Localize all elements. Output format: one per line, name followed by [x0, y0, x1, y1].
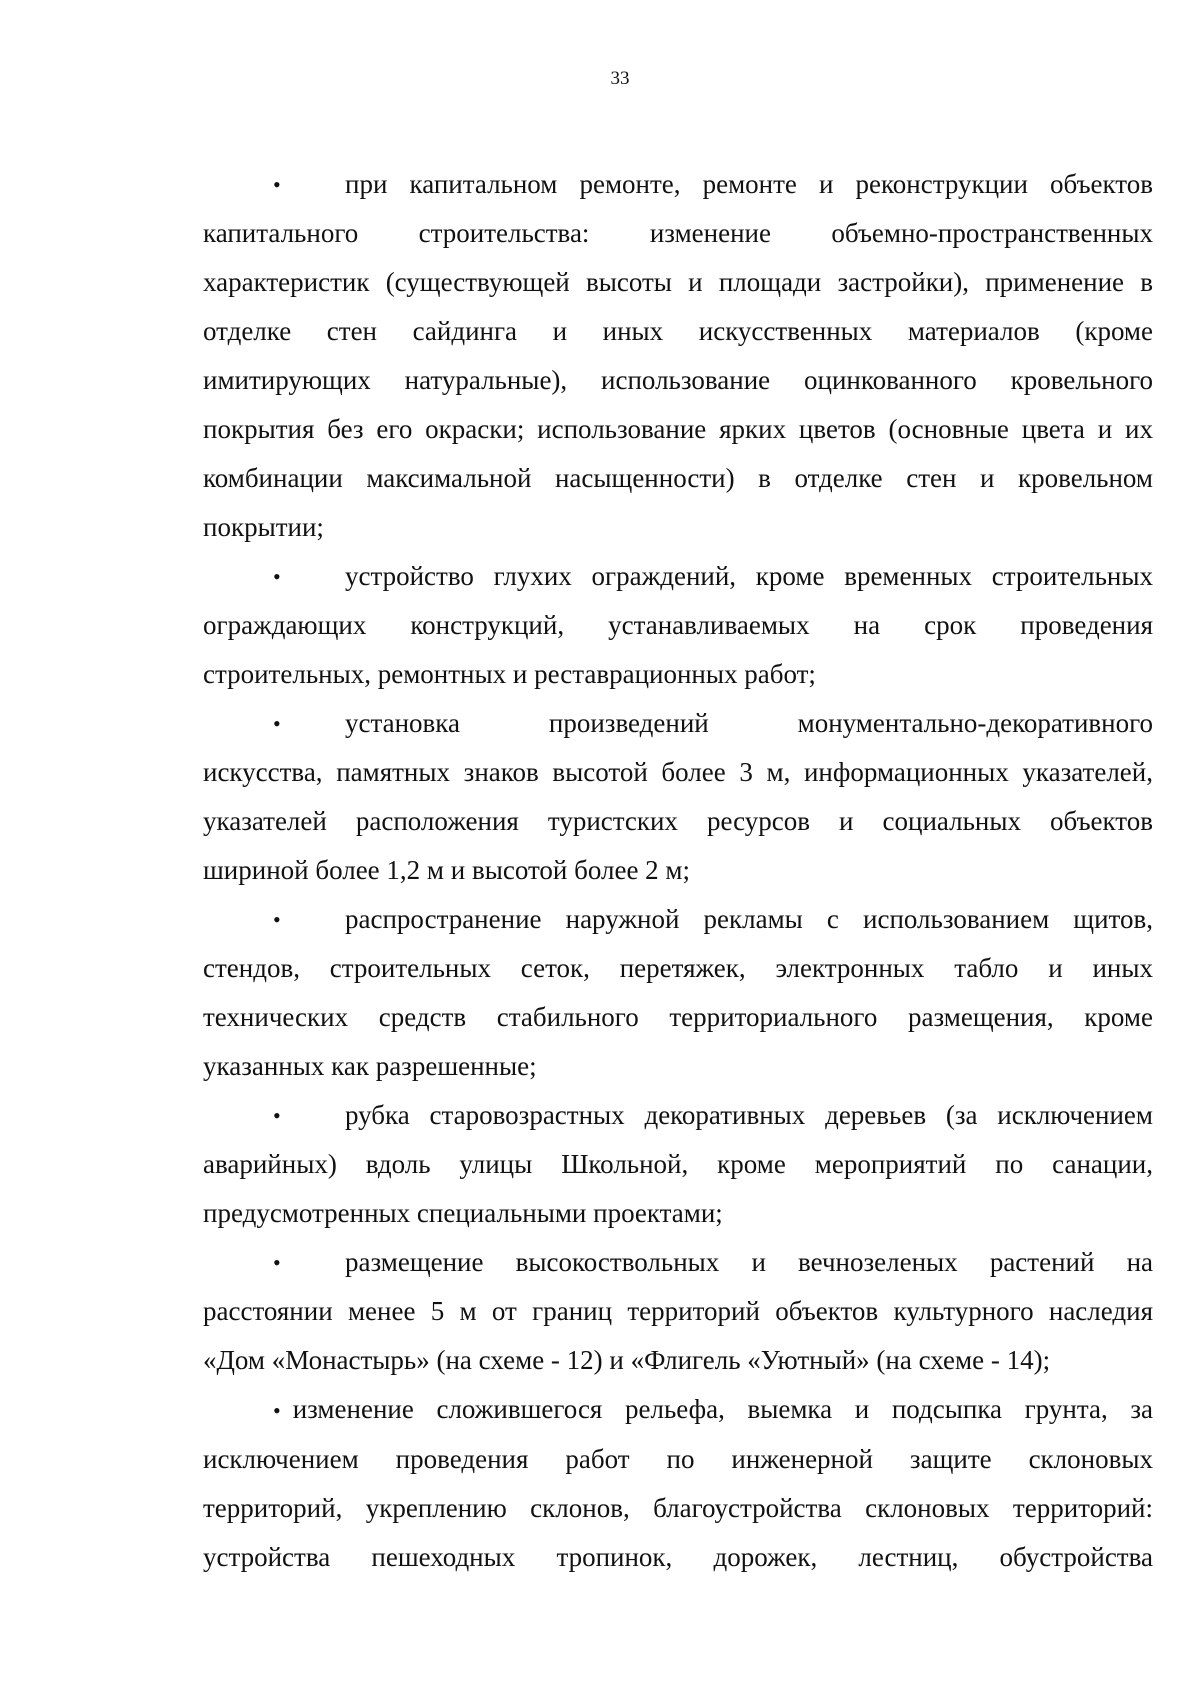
text-line: аварийных) вдоль улицы Школьной, кроме мероприятий по санации,	[203, 1149, 1153, 1179]
bullet-icon: •	[273, 564, 281, 589]
bullet-icon: •	[273, 1103, 281, 1128]
text-segment: изменение сложившегося рельефа, выемка и подсыпка грунта, за	[292, 1394, 1153, 1424]
bullet-icon: •	[273, 907, 281, 932]
text-line: рубка старовозрастных декоративных деревьев (за исключением	[345, 1100, 1153, 1130]
text-line: предусмотренных специальными проектами;	[203, 1198, 723, 1228]
text-line: исключением проведения работ по инженерной защите склоновых	[203, 1444, 1153, 1474]
text-line: территорий, укреплению склонов, благоустройства склоновых территорий:	[203, 1493, 1153, 1523]
text-line: искусства, памятных знаков высотой более 3 м, информационных указателей,	[203, 757, 1153, 787]
list-item	[203, 160, 1153, 552]
text-line: «Дом «Монастырь» (на схеме - 12) и «Флигель «Уютный» (на схеме - 14);	[203, 1345, 1051, 1375]
list-item	[203, 1385, 1153, 1582]
text-line: указателей расположения туристских ресурсов и социальных объектов	[203, 806, 1153, 836]
list-item	[203, 699, 1153, 895]
bullet-icon: •	[273, 1398, 281, 1423]
text-line: при капитальном ремонте, ремонте и реконструкции объектов	[345, 169, 1153, 199]
bullet-icon: •	[273, 172, 281, 197]
text-line: технических средств стабильного территориального размещения, кроме	[203, 1002, 1153, 1032]
text-line	[203, 1385, 1153, 1435]
text-line: имитирующих натуральные), использование оцинкованного кровельного	[203, 365, 1153, 395]
text-line: указанных как разрешенные;	[203, 1051, 537, 1081]
text-line: размещение высокоствольных и вечнозеленых растений на	[345, 1247, 1153, 1277]
text-line: стендов, строительных сеток, перетяжек, электронных табло и иных	[203, 953, 1153, 983]
page-number: 33	[610, 68, 630, 89]
text-line: устройство глухих ограждений, кроме временных строительных	[345, 561, 1153, 591]
text-line: капитального строительства: изменение объемно-пространственных	[203, 218, 1153, 248]
bullet-icon: •	[273, 1250, 281, 1275]
text-line: характеристик (существующей высоты и площади застройки), применение в	[203, 267, 1153, 297]
text-line: устройства пешеходных тропинок, дорожек, лестниц, обустройства	[203, 1542, 1153, 1572]
list-item	[203, 552, 1153, 699]
text-line: покрытия без его окраски; использование ярких цветов (основные цвета и их	[203, 414, 1153, 444]
list-item	[203, 895, 1153, 1091]
text-line: отделке стен сайдинга и иных искусственных материалов (кроме	[203, 316, 1153, 346]
text-line: комбинации максимальной насыщенности) в отделке стен и кровельном	[203, 463, 1153, 493]
text-line: расстоянии менее 5 м от границ территорий объектов культурного наследия	[203, 1296, 1153, 1326]
document-body	[203, 160, 1153, 1582]
list-item	[203, 1091, 1153, 1238]
text-line: строительных, ремонтных и реставрационных работ;	[203, 659, 816, 689]
text-line: распространение наружной рекламы с использованием щитов,	[345, 904, 1153, 934]
text-line: шириной более 1,2 м и высотой более 2 м;	[203, 855, 691, 885]
list-item	[203, 1238, 1153, 1385]
bullet-icon: •	[273, 711, 281, 736]
text-line: установка произведений монументально-декоративного	[345, 708, 1153, 738]
text-line: ограждающих конструкций, устанавливаемых на срок проведения	[203, 610, 1153, 640]
text-line: покрытии;	[203, 512, 324, 542]
